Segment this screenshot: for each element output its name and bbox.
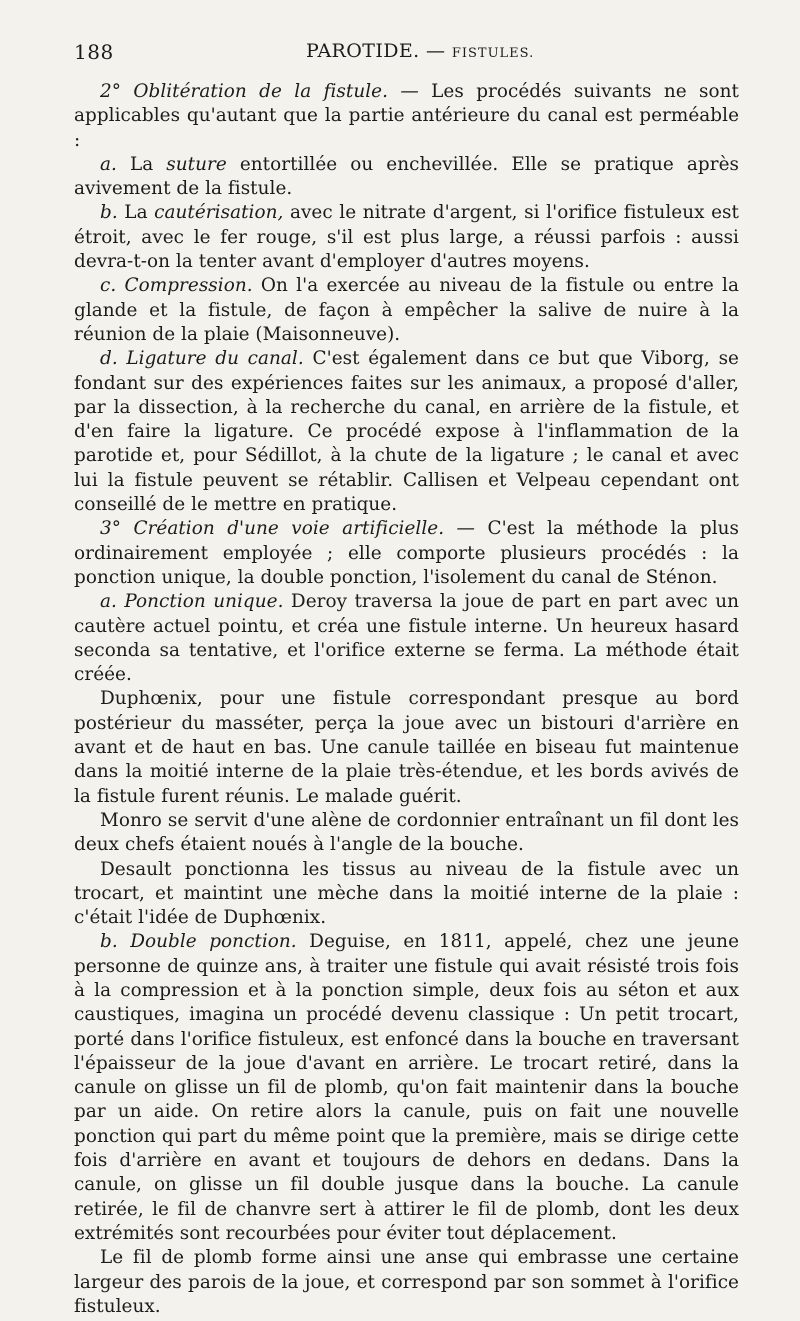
paragraph xyxy=(74,347,739,517)
paragraph xyxy=(74,201,739,274)
paragraph-text: C'est la méthode la plus ordinairement employée ; elle comporte plusieurs procédés : la ponction unique, la double ponction, l'isolement du canal de Sténon. xyxy=(74,518,740,588)
item-heading: d. Ligature du canal. xyxy=(100,348,304,370)
paragraph-text: Deroy traversa la joue de part en part avec un cautère actuel pointu, et créa une fistule interne. Un heureux hasard seconda sa tentative, et l'orifice externe se ferma. La méthode était créée. xyxy=(74,591,739,686)
paragraph-text: Monro se servit d'une alène de cordonnier entraînant un fil dont les deux chefs étaient noués à l'angle de la bouche. xyxy=(74,809,739,856)
paragraph xyxy=(74,809,739,858)
running-title xyxy=(306,40,534,62)
paragraph xyxy=(74,590,739,687)
paragraph-text: entortillée ou enchevillée. Elle se pratique après avivement de la fistule. xyxy=(74,153,739,200)
running-title-sub: FISTULES. xyxy=(451,46,535,61)
item-marker: a. xyxy=(100,153,117,175)
paragraph xyxy=(74,858,739,931)
paragraph xyxy=(74,80,739,153)
page-header xyxy=(74,40,739,70)
item-heading: c. Compression. xyxy=(100,275,253,297)
paragraph xyxy=(74,274,739,347)
item-marker: b. xyxy=(100,202,118,224)
page-number: 188 xyxy=(74,40,114,64)
paragraph-text: C'est également dans ce but que Viborg, se fondant sur des expériences faites sur les animaux, a proposé d'aller, par la dissection, à la recherche du canal, en arrière de la fistule, et d'en faire la ligature. Ce procédé expose à l'inflammation de la parotide et, pour Sédillot, à la chute de la ligature ; le canal et avec lui la fistule peuvent se rétablir. Callisen et Velpeau cependant ont conseillé de le mettre en pratique. xyxy=(74,348,739,516)
paragraph xyxy=(74,153,739,202)
paragraph-text: Duphœnix, pour une fistule correspondant presque au bord postérieur du masséter, perça la joue avec un bistouri d'arrière en avant et de haut en bas. Une canule taillée en biseau fut maintenue dans la moitié interne de la plaie très-étendue, et les bords avivés de la fistule furent réunis. Le malade guérit. xyxy=(74,688,739,807)
paragraph-text: Le fil de plomb forme ainsi une anse qui embrasse une certaine largeur des parois de la joue, et correspond par son sommet à l'orifice fistuleux. xyxy=(74,1247,739,1317)
running-title-main: PAROTIDE. — xyxy=(306,40,446,62)
section-heading: 3° Création d'une voie artificielle. — xyxy=(100,518,475,540)
body-text xyxy=(74,80,739,1319)
paragraph-text: La xyxy=(117,202,155,224)
paragraph-text: avec le nitrate d'argent, si l'orifice fistuleux est étroit, avec le fer rouge, s'il est plus large, a réussi parfois : aussi devra-t-on la tenter avant d'employer d'autres moyens. xyxy=(74,202,739,273)
paragraph xyxy=(74,517,739,590)
paragraph xyxy=(74,687,739,808)
paragraph-text: On l'a exercée au niveau de la fistule ou entre la glande et la fistule, de façon à empêcher la salive de nuire à la réunion de la plaie (Maisonneuve). xyxy=(74,275,739,345)
item-heading: b. Double ponction. xyxy=(100,931,297,953)
paragraph-text: La xyxy=(116,153,167,175)
paragraph xyxy=(74,1246,739,1319)
term: cautérisation, xyxy=(154,202,284,224)
term: suture xyxy=(166,153,227,175)
section-heading: 2° Oblitération de la fistule. — xyxy=(100,81,419,102)
paragraph xyxy=(74,930,739,1246)
paragraph-text: Les procédés suivants ne sont applicables qu'autant que la partie antérieure du canal est perméable : xyxy=(74,81,740,151)
paragraph-text: Deguise, en 1811, appelé, chez une jeune personne de quinze ans, à traiter une fistule qui avait résisté trois fois à la compression et à la ponction simple, deux fois au séton et aux caustiques, imagina un procédé devenu classique : Un petit trocart, porté dans l'orifice fistuleux, est enfoncé dans la bouche en traversant l'épaisseur de la joue d'avant en arrière. Le trocart retiré, dans la canule on glisse un fil de plomb, qu'on fait maintenir dans la bouche par un aide. On retire alors la canule, puis on fait une nouvelle ponction qui part du même point que la première, mais se dirige cette fois d'arrière en avant et toujours de dehors en dedans. Dans la canule, on glisse un fil double jusque dans la bouche. La canule retirée, le fil de chanvre sert à attirer le fil de plomb, dont les deux extrémités sont recourbées pour éviter tout déplacement. xyxy=(74,931,739,1244)
paragraph-text: Desault ponctionna les tissus au niveau de la fistule avec un trocart, et maintint une mèche dans la moitié interne de la plaie : c'était l'idée de Duphœnix. xyxy=(74,858,739,929)
item-heading: a. Ponction unique. xyxy=(100,591,284,613)
